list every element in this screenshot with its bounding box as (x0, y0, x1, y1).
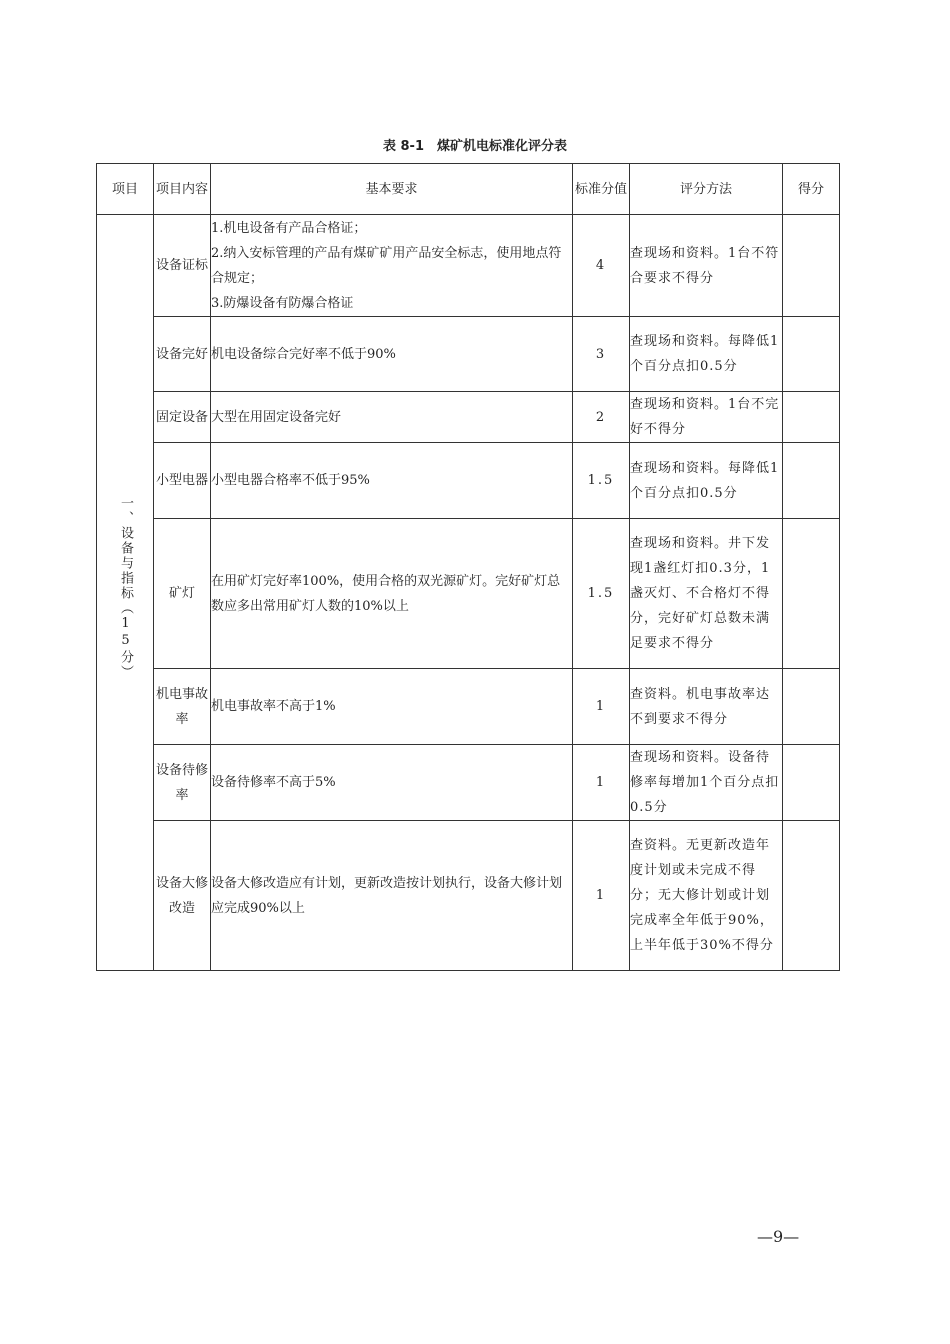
row-method: 查现场和资料。每降低1个百分点扣0.5分 (630, 317, 783, 392)
row-score (783, 745, 840, 821)
row-score (783, 392, 840, 443)
table-row (97, 821, 840, 971)
row-content: 设备大修改造 (154, 821, 211, 971)
row-standard: 1.5 (573, 519, 630, 669)
row-standard: 1 (573, 745, 630, 821)
row-method: 查资料。无更新改造年度计划或未完成不得分；无大修计划或计划完成率全年低于90%，上半年低于30%不得分 (630, 821, 783, 971)
row-method: 查现场和资料。1台不符合要求不得分 (630, 215, 783, 317)
row-requirement (211, 215, 573, 317)
row-score (783, 669, 840, 745)
table-row (97, 317, 840, 392)
row-content: 设备完好 (154, 317, 211, 392)
header-score: 得分 (783, 164, 840, 215)
table-title: 表 8-1 煤矿机电标准化评分表 (382, 139, 567, 154)
row-content: 设备待修率 (154, 745, 211, 821)
row-requirement: 大型在用固定设备完好 (211, 392, 573, 443)
scoring-table (96, 163, 840, 971)
row-score (783, 519, 840, 669)
row-score (783, 215, 840, 317)
category-label: 一、设备与指标（15分） (118, 496, 133, 680)
row-content: 矿灯 (154, 519, 211, 669)
row-standard: 2 (573, 392, 630, 443)
row-requirement: 机电设备综合完好率不低于90% (211, 317, 573, 392)
row-requirement: 设备大修改造应有计划，更新改造按计划执行，设备大修计划应完成90%以上 (211, 821, 573, 971)
row-method: 查现场和资料。井下发现1盏红灯扣0.3分，1盏灭灯、不合格灯不得分，完好矿灯总数未满足要求不得分 (630, 519, 783, 669)
header-requirement: 基本要求 (211, 164, 573, 215)
row-content: 小型电器 (154, 443, 211, 519)
category-cell (97, 215, 154, 971)
table-row (97, 519, 840, 669)
table-row (97, 392, 840, 443)
header-content: 项目内容 (154, 164, 211, 215)
row-method: 查现场和资料。设备待修率每增加1个百分点扣0.5分 (630, 745, 783, 821)
header-method: 评分方法 (630, 164, 783, 215)
row-requirement: 设备待修率不高于5% (211, 745, 573, 821)
row-standard: 1.5 (573, 443, 630, 519)
row-standard: 4 (573, 215, 630, 317)
row-score (783, 317, 840, 392)
row-standard: 1 (573, 669, 630, 745)
requirement-text: 1.机电设备有产品合格证； 2.纳入安标管理的产品有煤矿矿用产品安全标志，使用地点符合规定； 3.防爆设备有防爆合格证 (211, 220, 562, 311)
row-score (783, 443, 840, 519)
row-requirement: 机电事故率不高于1% (211, 669, 573, 745)
row-score (783, 821, 840, 971)
row-standard: 3 (573, 317, 630, 392)
table-row (97, 215, 840, 317)
row-content: 机电事故率 (154, 669, 211, 745)
row-content: 设备证标 (154, 215, 211, 317)
table-row (97, 443, 840, 519)
row-method: 查现场和资料。1台不完好不得分 (630, 392, 783, 443)
page-number: —9— (757, 1227, 800, 1246)
table-row (97, 745, 840, 821)
table-row (97, 669, 840, 745)
row-method: 查资料。机电事故率达不到要求不得分 (630, 669, 783, 745)
row-requirement: 在用矿灯完好率100%，使用合格的双光源矿灯。完好矿灯总数应多出常用矿灯人数的10%以上 (211, 519, 573, 669)
row-requirement: 小型电器合格率不低于95% (211, 443, 573, 519)
header-row (97, 164, 840, 215)
row-content: 固定设备 (154, 392, 211, 443)
row-method: 查现场和资料。每降低1个百分点扣0.5分 (630, 443, 783, 519)
header-item: 项目 (97, 164, 154, 215)
row-standard: 1 (573, 821, 630, 971)
header-standard: 标准分值 (573, 164, 630, 215)
